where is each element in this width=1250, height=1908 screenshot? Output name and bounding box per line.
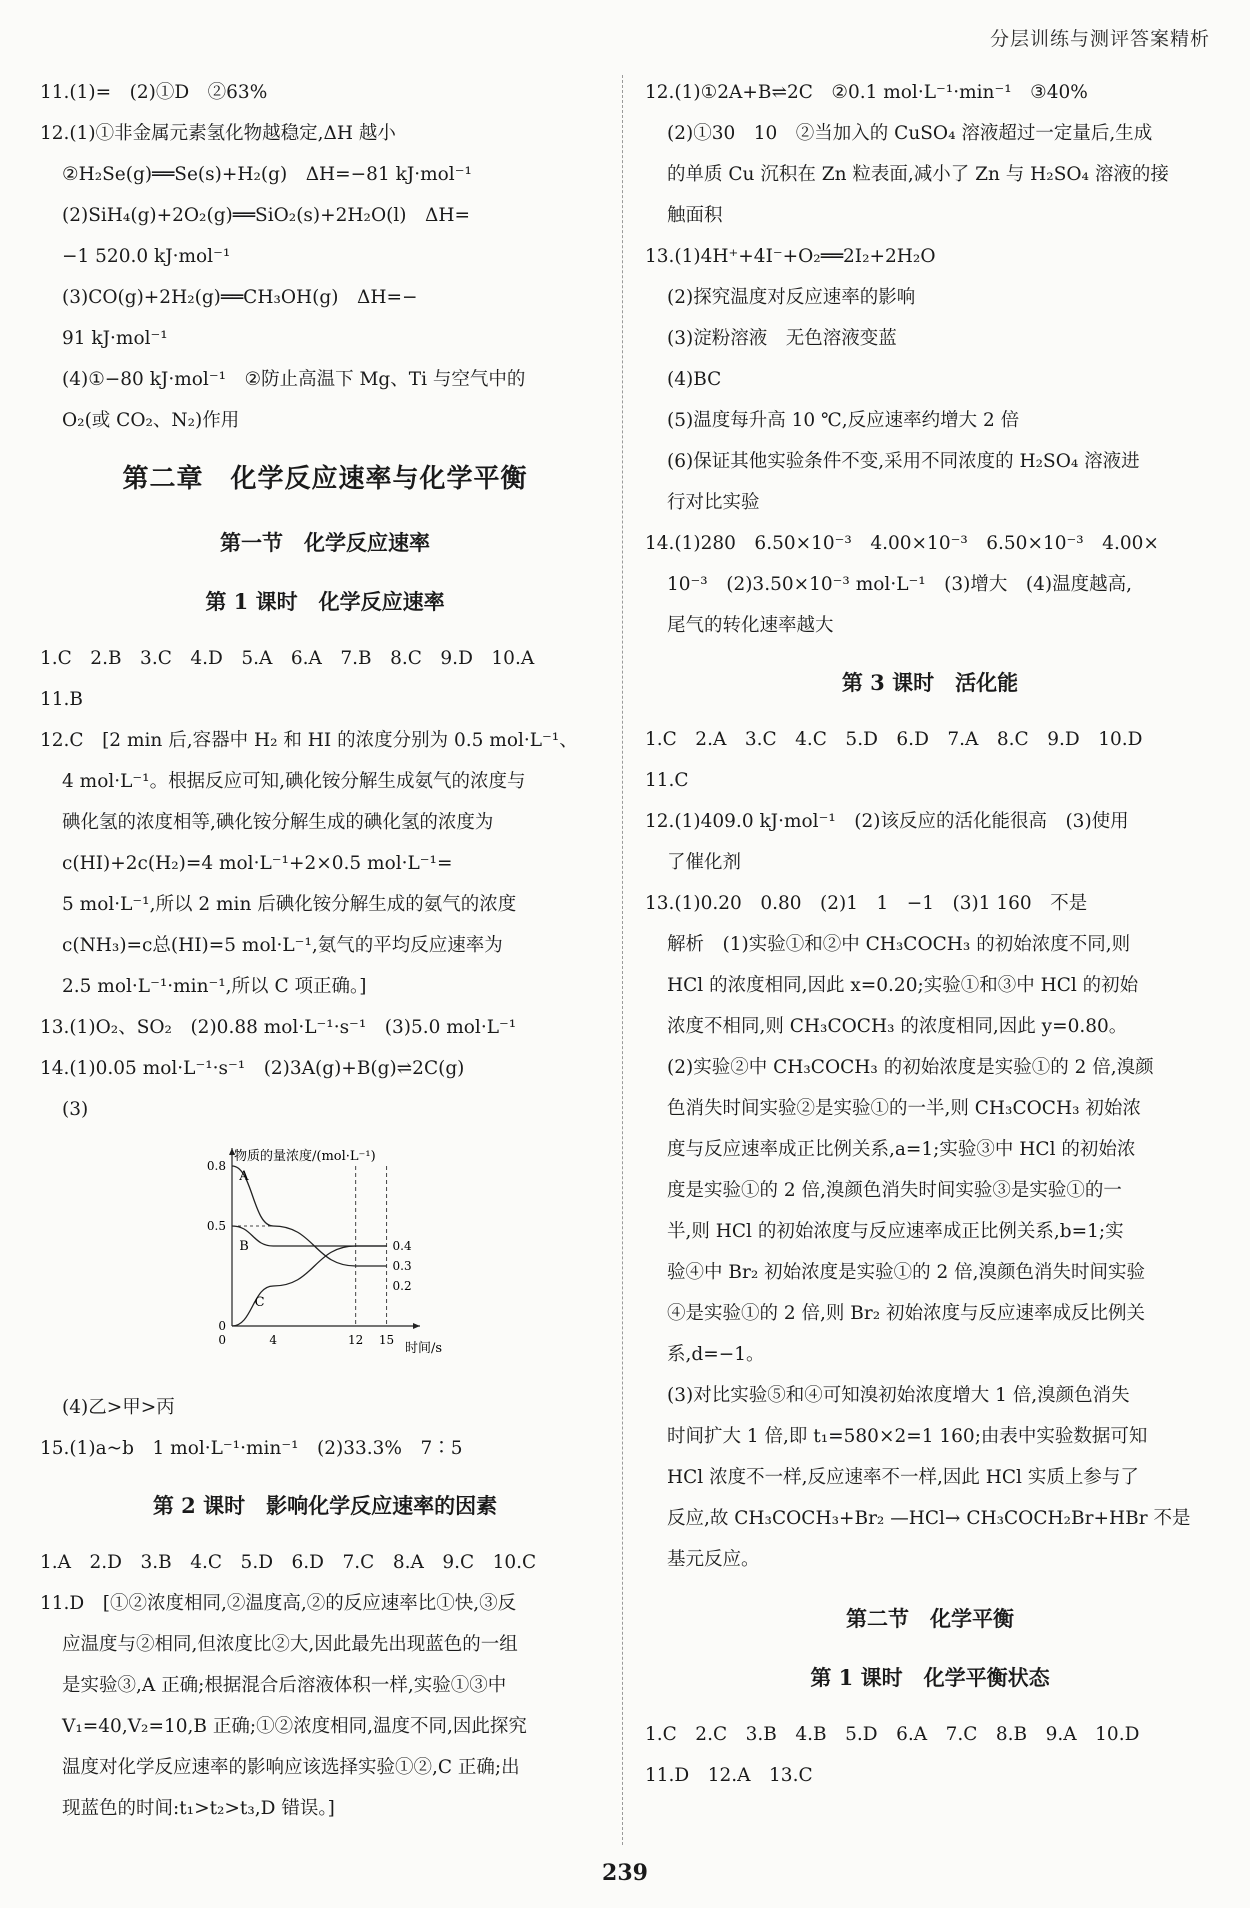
answer-line: 基元反应。: [667, 1549, 760, 1570]
answer-line: 12.(1)①2A+B⇌2C ②0.1 mol·L⁻¹·min⁻¹ ③40%: [645, 82, 1088, 103]
series-label-a: A: [239, 1169, 249, 1184]
answer-line: 14.(1)0.05 mol·L⁻¹·s⁻¹ (2)3A(g)+B(g)⇌2C(g): [40, 1058, 465, 1079]
answer-line: 13.(1)4H⁺+4I⁻+O₂══2I₂+2H₂O: [645, 246, 936, 267]
series-line-b: [232, 1226, 387, 1246]
answer-line: 1.A 2.D 3.B 4.C 5.D 6.D 7.C 8.A 9.C 10.C: [40, 1552, 537, 1573]
answer-line: V₁=40,V₂=10,B 正确;①②浓度相同,温度不同,因此探究: [62, 1716, 527, 1737]
answer-line: 的单质 Cu 沉积在 Zn 粒表面,减小了 Zn 与 H₂SO₄ 溶液的接: [667, 164, 1169, 185]
answer-line: 应温度与②相同,但浓度比②大,因此最先出现蓝色的一组: [62, 1634, 518, 1655]
right-value-label: 0.3: [392, 1259, 412, 1273]
answer-line: 1.C 2.C 3.B 4.B 5.D 6.A 7.C 8.B 9.A 10.D: [645, 1724, 1140, 1745]
answer-line: 度与反应速率成正比例关系,a=1;实验③中 HCl 的初始浓: [667, 1139, 1136, 1160]
answer-line: −1 520.0 kJ·mol⁻¹: [62, 246, 231, 267]
answer-line: 11.B: [40, 689, 84, 710]
page-number: 239: [602, 1860, 648, 1886]
x-tick-label: 0: [218, 1333, 226, 1347]
answer-line: 12.C [2 min 后,容器中 H₂ 和 HI 的浓度分别为 0.5 mol·L⁻¹、: [40, 730, 578, 751]
answer-line: (6)保证其他实验条件不变,采用不同浓度的 H₂SO₄ 溶液进: [667, 451, 1140, 472]
answer-line: c(NH₃)=c总(HI)=5 mol·L⁻¹,氨气的平均反应速率为: [62, 935, 503, 956]
answer-line: 度是实验①的 2 倍,溴颜色消失时间实验③是实验①的一: [667, 1180, 1122, 1201]
answer-line: 是实验③,A 正确;根据混合后溶液体积一样,实验①③中: [62, 1675, 507, 1696]
answer-line: (2)实验②中 CH₃COCH₃ 的初始浓度是实验①的 2 倍,溴颜: [667, 1057, 1154, 1078]
answer-line: 触面积: [667, 205, 723, 226]
answer-line: 验④中 Br₂ 初始浓度是实验①的 2 倍,溴颜色消失时间实验: [667, 1262, 1146, 1283]
answer-line: 11.D [①②浓度相同,②温度高,②的反应速率比①快,③反: [40, 1593, 517, 1614]
answer-line: (3): [62, 1099, 89, 1120]
answer-line: 反应,故 CH₃COCH₃+Br₂ —HCl→ CH₃COCH₂Br+HBr 不是: [667, 1508, 1191, 1529]
answer-line: 13.(1)0.20 0.80 (2)1 1 −1 (3)1 160 不是: [645, 893, 1088, 914]
chart-figure: [190, 1136, 610, 1381]
answer-line: 现蓝色的时间:t₁>t₂>t₃,D 错误。]: [62, 1798, 335, 1819]
answer-line: 系,d=−1。: [667, 1344, 765, 1365]
answer-line: 1.C 2.B 3.C 4.D 5.A 6.A 7.B 8.C 9.D 10.A: [40, 648, 535, 669]
series-label-b: B: [239, 1239, 249, 1254]
answer-line: 解析 (1)实验①和②中 CH₃COCH₃ 的初始浓度不同,则: [667, 934, 1131, 955]
answer-line: 15.(1)a~b 1 mol·L⁻¹·min⁻¹ (2)33.3% 7∶5: [40, 1438, 463, 1459]
right-column: [645, 72, 1215, 1796]
concentration-chart: [190, 1136, 550, 1366]
x-tick-label: 15: [378, 1333, 395, 1347]
answer-line: 11.D 12.A 13.C: [645, 1765, 813, 1786]
y-tick-label: 0: [218, 1319, 226, 1333]
answer-line: (2)①30 10 ②当加入的 CuSO₄ 溶液超过一定量后,生成: [667, 123, 1153, 144]
answer-line: O₂(或 CO₂、N₂)作用: [62, 410, 240, 431]
x-tick-label: 12: [348, 1333, 364, 1347]
x-axis-arrow: [413, 1323, 420, 1329]
lesson-title: 第 2 课时 影响化学反应速率的因素: [152, 1493, 498, 1518]
left-column: [40, 72, 610, 1829]
answer-line: 温度对化学反应速率的影响应该选择实验①②,C 正确;出: [62, 1757, 520, 1778]
answer-line: 1.C 2.A 3.C 4.C 5.D 6.D 7.A 8.C 9.D 10.D: [645, 729, 1143, 750]
right-value-label: 0.4: [392, 1239, 412, 1253]
right-value-label: 0.2: [392, 1279, 412, 1293]
lesson-title: 第 1 课时 化学平衡状态: [810, 1665, 1050, 1690]
answer-line: 2.5 mol·L⁻¹·min⁻¹,所以 C 项正确。]: [62, 976, 367, 997]
section-title: 第二节 化学平衡: [846, 1606, 1014, 1631]
answer-line: 尾气的转化速率越大: [667, 615, 834, 636]
x-tick-label: 4: [269, 1333, 278, 1347]
answer-line: (5)温度每升高 10 ℃,反应速率约增大 2 倍: [667, 410, 1020, 431]
answer-line: HCl 浓度不一样,反应速率不一样,因此 HCl 实质上参与了: [667, 1467, 1139, 1488]
page-header: 分层训练与测评答案精析: [989, 28, 1210, 50]
answer-line: 半,则 HCl 的初始浓度与反应速率成正比例关系,b=1;实: [667, 1221, 1124, 1242]
chapter-title: 第二章 化学反应速率与化学平衡: [122, 464, 528, 494]
answer-line: (3)CO(g)+2H₂(g)══CH₃OH(g) ΔH=−: [62, 287, 418, 308]
answer-line: 色消失时间实验②是实验①的一半,则 CH₃COCH₃ 初始浓: [667, 1098, 1141, 1119]
answer-line: 行对比实验: [667, 492, 760, 513]
series-line-a: [232, 1166, 387, 1266]
answer-line: (2)SiH₄(g)+2O₂(g)══SiO₂(s)+2H₂O(l) ΔH=: [62, 205, 470, 226]
answer-line: 4 mol·L⁻¹。根据反应可知,碘化铵分解生成氨气的浓度与: [62, 771, 526, 792]
answer-line: 91 kJ·mol⁻¹: [62, 328, 168, 349]
series-label-c: C: [254, 1295, 265, 1310]
answer-line: (4)乙>甲>丙: [62, 1397, 175, 1418]
lesson-title: 第 1 课时 化学反应速率: [205, 589, 445, 614]
answer-line: 浓度不相同,则 CH₃COCH₃ 的浓度相同,因此 y=0.80。: [667, 1016, 1128, 1037]
y-tick-label: 0.5: [206, 1219, 226, 1233]
answer-line: (4)BC: [667, 369, 722, 390]
section-title: 第一节 化学反应速率: [220, 530, 430, 555]
answer-line: 碘化氢的浓度相等,碘化铵分解生成的碘化氢的浓度为: [62, 812, 494, 833]
answer-line: 5 mol·L⁻¹,所以 2 min 后碘化铵分解生成的氨气的浓度: [62, 894, 517, 915]
answer-line: c(HI)+2c(H₂)=4 mol·L⁻¹+2×0.5 mol·L⁻¹=: [62, 853, 453, 874]
answer-line: (2)探究温度对反应速率的影响: [667, 287, 916, 308]
x-axis-label: 时间/s: [405, 1341, 443, 1356]
y-tick-label: 0.8: [206, 1159, 226, 1173]
answer-line: 12.(1)①非金属元素氢化物越稳定,ΔH 越小: [40, 123, 396, 144]
answer-line: 11.(1)= (2)①D ②63%: [40, 82, 268, 103]
lesson-title: 第 3 课时 活化能: [841, 670, 1019, 695]
answer-line: ④是实验①的 2 倍,则 Br₂ 初始浓度与反应速率成反比例关: [667, 1303, 1146, 1324]
answer-line: (3)淀粉溶液 无色溶液变蓝: [667, 328, 897, 349]
answer-line: 11.C: [645, 770, 689, 791]
series-line-c: [232, 1246, 387, 1326]
answer-line: (4)①−80 kJ·mol⁻¹ ②防止高温下 Mg、Ti 与空气中的: [62, 369, 526, 390]
y-axis-label: 物质的量浓度/(mol·L⁻¹): [234, 1149, 376, 1164]
answer-line: 10⁻³ (2)3.50×10⁻³ mol·L⁻¹ (3)增大 (4)温度越高,: [667, 574, 1132, 595]
answer-line: 时间扩大 1 倍,即 t₁=580×2=1 160;由表中实验数据可知: [667, 1426, 1148, 1447]
answer-line: ②H₂Se(g)══Se(s)+H₂(g) ΔH=−81 kJ·mol⁻¹: [62, 164, 472, 185]
answer-line: 了催化剂: [667, 852, 742, 873]
answer-line: 13.(1)O₂、SO₂ (2)0.88 mol·L⁻¹·s⁻¹ (3)5.0 mol·L⁻¹: [40, 1017, 517, 1038]
answer-line: 14.(1)280 6.50×10⁻³ 4.00×10⁻³ 6.50×10⁻³ 4.00×: [645, 533, 1159, 554]
answer-line: (3)对比实验⑤和④可知溴初始浓度增大 1 倍,溴颜色消失: [667, 1385, 1130, 1406]
column-divider: [622, 75, 623, 1845]
answer-line: 12.(1)409.0 kJ·mol⁻¹ (2)该反应的活化能很高 (3)使用: [645, 811, 1129, 832]
answer-line: HCl 的浓度相同,因此 x=0.20;实验①和③中 HCl 的初始: [667, 975, 1139, 996]
